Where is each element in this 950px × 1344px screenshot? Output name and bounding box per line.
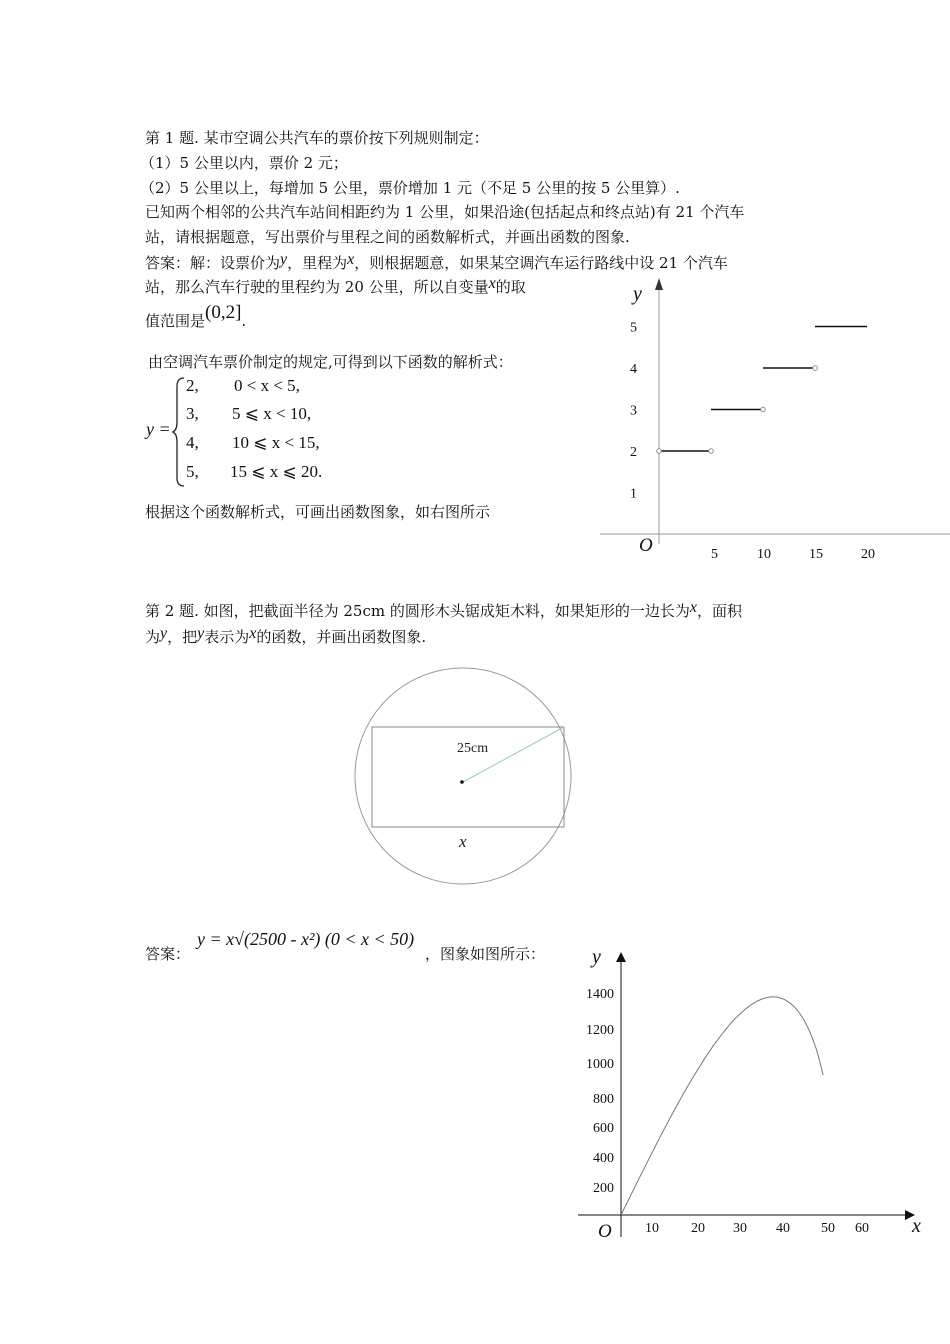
case-row-1-value: 2, (186, 376, 199, 395)
area-function-chart (570, 940, 940, 1250)
var-x: x (347, 251, 355, 268)
origin-label: O (639, 535, 653, 556)
x-tick-label: 5 (711, 547, 718, 562)
p1-rule2: （2）5 公里以上，每增加 5 公里，票价增加 1 元（不足 5 公里的按 5 公里算）. (140, 179, 680, 197)
formula-text: y = x√(2500 - x²) (0 < x < 50) (197, 929, 415, 949)
p1-desc-line2: 站，请根据题意，写出票价与里程之间的函数解析式，并画出函数的图象. (145, 228, 630, 246)
y-axis-label: y (592, 946, 601, 968)
p1-rule1: （1）5 公里以内，票价 2 元； (140, 154, 348, 172)
origin-label: O (598, 1221, 612, 1242)
p2-question-line2 (145, 625, 426, 650)
p1-answer-text-b: ，里程为 (287, 254, 348, 272)
p2-question-text-f: 的函数，并画出函数图象. (256, 628, 427, 646)
var-x: x (488, 275, 496, 292)
case-row-2-value: 3, (186, 404, 199, 423)
x-tick-label: 50 (821, 1221, 835, 1236)
p1-answer-text-d: 站，那么汽车行驶的里程约为 20 公里，所以自变量 (145, 278, 489, 296)
y-axis-arrow (616, 952, 626, 962)
x-tick-label: 60 (855, 1221, 869, 1236)
open-endpoint (657, 449, 662, 454)
case-row-1-condition: 0 < x < 5, (234, 376, 300, 395)
var-x: x (689, 599, 697, 616)
p2-question-text-a: 第 2 题. 如图，把截面半径为 25cm 的圆形木头锯成矩木料，如果矩形的一边长为 (145, 602, 690, 620)
open-endpoint (813, 366, 818, 371)
y-axis-arrow (655, 278, 663, 290)
var-y: y (197, 625, 205, 642)
p1-heading: 第 1 题. 某市空调公共汽车的票价按下列规则制定： (145, 129, 489, 147)
p2-question-text-d: ，把 (167, 628, 198, 646)
p2-answer-label: 答案： (145, 945, 191, 963)
case-row-3-value: 4, (186, 433, 199, 452)
x-tick-label: 20 (861, 547, 875, 562)
y-tick-label: 3 (630, 403, 637, 419)
log-circle (355, 668, 571, 884)
open-endpoint (709, 449, 714, 454)
x-tick-label: 10 (757, 547, 771, 562)
y-tick-label: 200 (593, 1181, 614, 1196)
x-tick-label: 30 (733, 1221, 747, 1236)
center-dot (460, 780, 464, 784)
case-row-2-condition: 5 ⩽ x < 10, (232, 404, 312, 423)
case-row-3-condition: 10 ⩽ x < 15, (232, 433, 320, 452)
y-tick-label: 2 (630, 445, 637, 460)
x-tick-label: 40 (776, 1221, 790, 1236)
log-cross-section-figure (355, 660, 585, 895)
case-row-4-value: 5, (186, 462, 199, 481)
function-curve (621, 997, 823, 1215)
p2-question-text-c: 为 (145, 628, 161, 646)
p1-answer-text-e: 的取 (495, 278, 526, 296)
p1-answer-text-c: ，则根据题意，如果某空调汽车运行路线中设 21 个汽车 (354, 254, 728, 272)
y-tick-label: 1400 (586, 987, 614, 1002)
fare-step-chart (600, 270, 950, 570)
x-tick-label: 20 (691, 1221, 705, 1236)
y-tick-label: 1 (630, 486, 637, 502)
var-y: y (160, 625, 168, 642)
p1-rule-intro: 由空调汽车票价制定的规定,可得到以下函数的解析式： (148, 353, 513, 371)
p2-answer-formula (197, 929, 414, 950)
p2-question-text-e: 表示为 (204, 628, 250, 646)
piecewise-lhs: y = (146, 419, 171, 439)
y-axis-label: y (633, 283, 642, 305)
var-y: y (280, 251, 288, 268)
case-row-4-condition: 15 ⩽ x ⩽ 20. (230, 462, 323, 481)
radius-label: 25cm (457, 741, 489, 756)
open-endpoint (761, 407, 766, 412)
p2-question-line1 (145, 599, 742, 624)
p1-answer-line3: 值范围是(0,2]. (145, 302, 247, 330)
y-tick-label: 4 (630, 362, 637, 377)
y-tick-label: 400 (593, 1151, 614, 1166)
p1-answer-line2 (145, 275, 526, 300)
side-label-x: x (459, 832, 467, 851)
y-tick-label: 1000 (586, 1057, 614, 1072)
piecewise-brace (172, 376, 186, 488)
p1-desc-line1: 已知两个相邻的公共汽车站间相距约为 1 公里，如果沿途(包括起点和终点站)有 21 个汽车 (145, 203, 745, 221)
y-tick-label: 800 (593, 1092, 614, 1107)
p2-answer-tail: ，图象如图所示： (425, 945, 546, 963)
y-tick-label: 600 (593, 1121, 614, 1136)
x-axis-label: x (912, 1215, 921, 1237)
y-tick-label: 1200 (586, 1023, 614, 1038)
p1-answer-text-a: 答案：解：设票价为 (145, 254, 281, 272)
p2-question-text-b: ，面积 (696, 602, 742, 620)
var-x: x (249, 625, 257, 642)
p1-answer-text-f: 值范围是 (145, 312, 206, 330)
x-tick-label: 15 (809, 547, 823, 562)
x-tick-label: 10 (645, 1221, 659, 1236)
p1-conclusion: 根据这个函数解析式，可画出函数图象，如右图所示 (145, 503, 491, 521)
domain-interval: (0,2] (205, 302, 242, 323)
y-tick-label: 5 (630, 320, 637, 336)
